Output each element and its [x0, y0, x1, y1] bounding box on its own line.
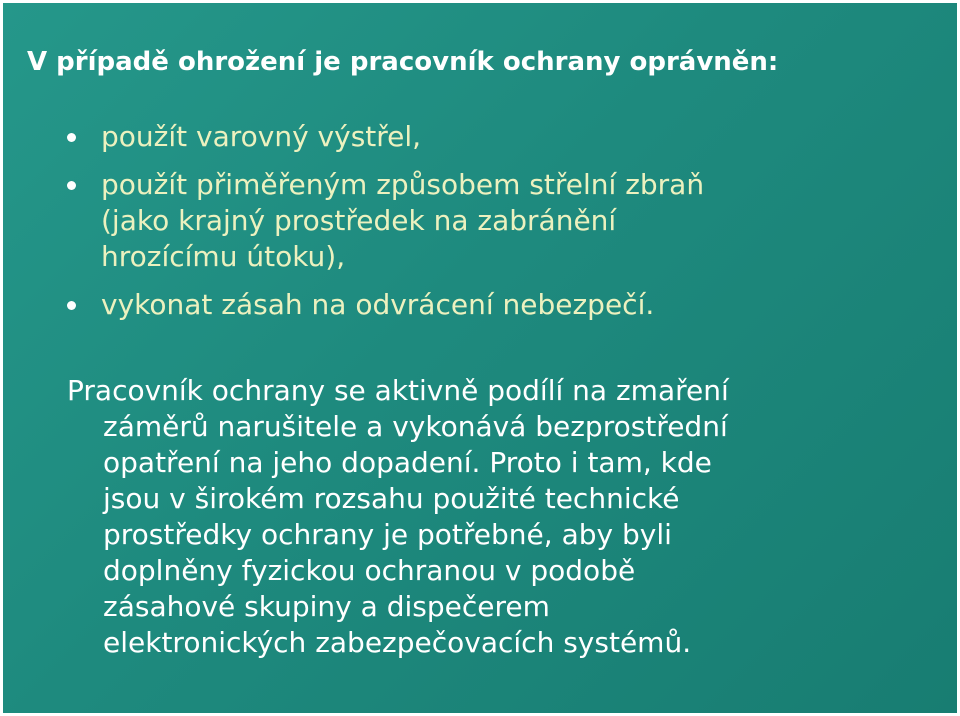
bullet-line: použít přiměřeným způsobem střelní zbraň	[101, 168, 705, 201]
paragraph-line: elektronických zabezpečovacích systémů.	[103, 626, 692, 659]
paragraph-line: jsou v širokém rozsahu použité technické	[103, 482, 680, 515]
paragraph-line: opatření na jeho dopadení. Proto i tam, kde	[103, 446, 712, 479]
bullet-icon	[67, 301, 76, 310]
bullet-line: (jako krajný prostředek na zabránění	[101, 204, 617, 237]
paragraph-line: prostředky ochrany je potřebné, aby byli	[103, 518, 672, 551]
bullet-line: použít varovný výstřel,	[101, 120, 422, 153]
paragraph-line: záměrů narušitele a vykonává bezprostřední	[103, 410, 728, 443]
bullet-line: vykonat zásah na odvrácení nebezpečí.	[101, 288, 655, 321]
bullet-item	[65, 287, 865, 323]
bullet-line: hrozícímu útoku),	[101, 240, 346, 273]
paragraph-line: zásahové skupiny a dispečerem	[103, 590, 550, 623]
bullet-item	[65, 167, 865, 275]
bullet-item	[65, 119, 865, 155]
paragraph-line: doplněny fyzickou ochranou v podobě	[103, 554, 636, 587]
bullet-icon	[67, 181, 76, 190]
body-paragraph	[67, 373, 927, 661]
bullet-list	[65, 119, 865, 335]
slide-title: V případě ohrožení je pracovník ochrany oprávněn:	[27, 47, 779, 77]
paragraph-line: Pracovník ochrany se aktivně podílí na zmaření	[67, 374, 729, 407]
bullet-icon	[67, 133, 76, 142]
